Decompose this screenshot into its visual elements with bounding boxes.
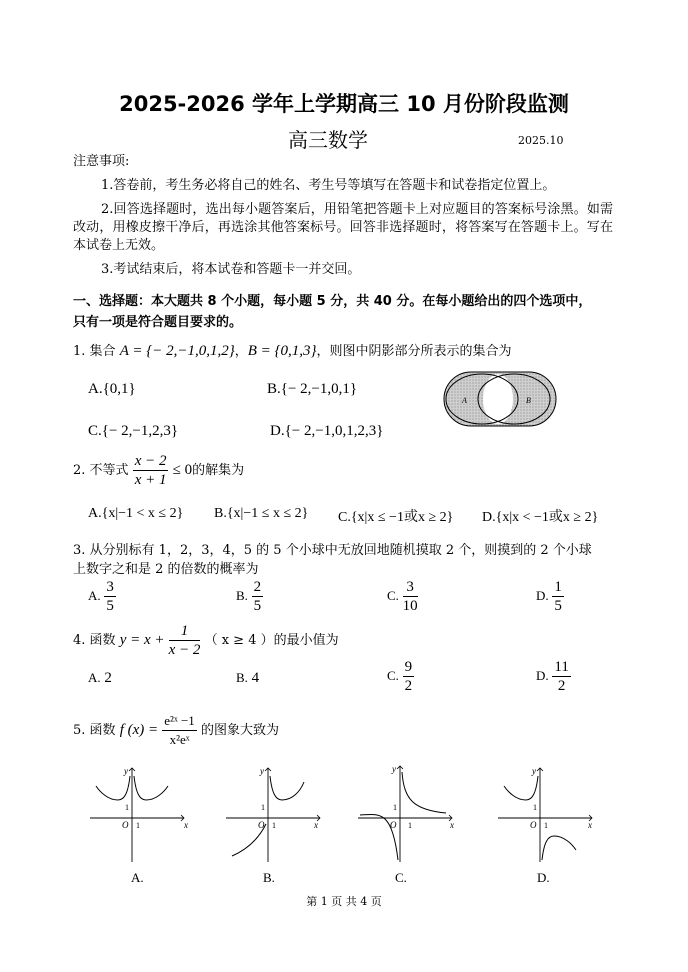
q3-option-b-label: B.: [236, 587, 248, 603]
q3-option-d-frac: [552, 578, 564, 615]
q5-expr: f (x) =: [119, 722, 159, 738]
graph-a-right-curve: [134, 776, 168, 800]
graph-b-tick-y: 1: [261, 803, 265, 812]
q3-line2: 上数字之和是 2 的倍数的概率为: [73, 562, 259, 577]
q2-number: 2.: [73, 463, 86, 478]
q1-set-a: A = {− 2,−1,0,1,2}: [119, 343, 235, 359]
question-1: [73, 340, 512, 360]
q2-fraction: [133, 452, 169, 489]
q3-option-b-frac: [252, 578, 264, 615]
q3-c-num: 3: [403, 578, 418, 597]
q4-option-a[interactable]: [88, 670, 112, 687]
q3-option-d-label: D.: [536, 587, 549, 603]
q4-option-b-label: B.: [236, 670, 248, 685]
graph-b-x-label: x: [314, 820, 318, 830]
graph-c-right-curve: [402, 772, 446, 813]
q4-option-d[interactable]: [536, 658, 571, 695]
q3-option-c[interactable]: [387, 578, 418, 615]
q2-option-b[interactable]: B.{x|−1 ≤ x ≤ 2}: [214, 506, 309, 521]
q4-fraction: [169, 622, 201, 659]
q4-condition: （ x ≥ 4 ）的最小值为: [204, 633, 339, 648]
q1-text-pre: 集合: [89, 344, 116, 359]
q4-option-d-label: D.: [536, 667, 549, 683]
q3-a-num: 3: [106, 579, 114, 595]
q4-c-num: 9: [404, 659, 413, 675]
graph-b-arrows: [265, 768, 320, 821]
q3-a-den: 5: [106, 598, 114, 614]
q5-graph-d[interactable]: [496, 764, 596, 864]
q4-text-pre: 函数: [89, 633, 116, 648]
q3-b-den: 5: [253, 598, 262, 614]
section-heading-line1: 一、选择题：本大题共 8 个小题，每小题 5 分，共 40 分。在每小题给出的四个选项中，: [73, 294, 592, 309]
graph-a-y-label: y: [124, 766, 128, 776]
q4-expr: y = x +: [119, 632, 165, 648]
q3-b-num: 2: [253, 579, 262, 595]
q2-option-d[interactable]: D.{x|x < −1或x ≥ 2}: [482, 510, 599, 525]
q4-option-c[interactable]: [387, 658, 414, 695]
q1-option-a[interactable]: A.{0,1}: [88, 381, 136, 397]
q3-option-d[interactable]: [536, 578, 564, 615]
q5-number: 5.: [73, 723, 86, 738]
venn-diagram: [442, 370, 558, 428]
graph-d-tick-x: 1: [544, 821, 548, 830]
q5-text-post: 的图象大致为: [200, 723, 279, 738]
q3-option-c-label: C.: [387, 587, 399, 603]
graph-b-right-curve: [270, 776, 304, 800]
graph-a-x-label: x: [184, 820, 188, 830]
q5-graph-c[interactable]: [356, 764, 456, 864]
q3-option-a-frac: [104, 578, 116, 615]
q3-option-a[interactable]: [88, 578, 116, 615]
q5-numerator: e²ˣ −1: [162, 712, 197, 731]
exam-title: 2025-2026 学年上学期高三 10 月份阶段监测: [119, 92, 569, 116]
q2-denominator: x + 1: [134, 472, 167, 488]
q1-number: 1.: [73, 344, 86, 359]
q2-relation: ≤ 0: [172, 462, 193, 478]
q2-text-pre: 不等式: [89, 463, 129, 478]
note-1: 1.答卷前，考生务必将自己的姓名、考生号等填写在答题卡和试卷指定位置上。: [101, 178, 556, 193]
q5-graph-d-label: D.: [537, 870, 550, 885]
graph-d-x-label: x: [588, 820, 592, 830]
q1-sep: ，: [234, 344, 248, 359]
graph-d-left-curve: [504, 776, 538, 800]
graph-a-origin: O: [122, 820, 129, 830]
q4-d-den: 2: [557, 678, 566, 694]
graph-b-tick-x: 1: [272, 821, 276, 830]
graph-d-right-curve: [542, 836, 576, 860]
subject-title: 高三数学: [288, 128, 368, 152]
q5-text-pre: 函数: [89, 723, 116, 738]
q5-fraction: [162, 712, 197, 749]
question-5: [73, 712, 279, 749]
q2-option-c[interactable]: C.{x|x ≤ −1或x ≥ 2}: [338, 510, 454, 525]
q5-graph-a-label: A.: [131, 870, 144, 885]
q1-option-d[interactable]: D.{− 2,−1,0,1,2,3}: [270, 423, 384, 439]
graph-b-origin: O: [258, 820, 265, 830]
q4-c-den: 2: [404, 678, 413, 694]
graph-d-y-label: y: [532, 766, 536, 776]
graph-c-tick-x: 1: [408, 821, 412, 830]
q5-graph-b[interactable]: [224, 764, 324, 864]
graph-a-tick-x: 1: [136, 821, 140, 830]
graph-c-origin: O: [390, 820, 397, 830]
venn-label-b: B: [526, 396, 531, 405]
venn-label-a: A: [462, 396, 467, 405]
q4-option-b[interactable]: [236, 670, 259, 687]
q4-option-c-label: C.: [387, 667, 399, 683]
note-3: 3.考试结束后，将本试卷和答题卡一并交回。: [101, 262, 361, 277]
q3-option-c-frac: [403, 578, 418, 615]
q5-denominator: x²eˣ: [169, 732, 190, 747]
q3-line1: 3. 从分别标有 1，2，3，4，5 的 5 个小球中无放回地随机摸取 2 个，则摸到的 2 个小球: [73, 543, 592, 558]
q3-d-num: 1: [554, 579, 562, 595]
graph-d-arrows: [537, 768, 592, 821]
graph-a-arrows: [129, 768, 184, 821]
q2-numerator: x − 2: [134, 453, 167, 469]
question-2: [73, 452, 244, 489]
section-heading-line2: 只有一项是符合题目要求的。: [73, 315, 243, 330]
graph-b-y-label: y: [260, 766, 264, 776]
page-footer: 第 1 页 共 4 页: [306, 895, 382, 908]
q2-text-post: 的解集为: [192, 463, 245, 478]
q1-text-post: ，则图中阴影部分所表示的集合为: [316, 344, 512, 359]
q4-number: 4.: [73, 633, 86, 648]
graph-d-origin: O: [530, 820, 537, 830]
graph-a-left-curve: [96, 776, 130, 800]
q4-denominator: x − 2: [168, 642, 201, 658]
graph-a-tick-y: 1: [125, 803, 129, 812]
q5-graph-c-label: C.: [395, 870, 407, 885]
q3-d-den: 5: [554, 598, 562, 614]
graph-d-tick-y: 1: [533, 803, 537, 812]
q4-option-a-label: A.: [88, 670, 101, 685]
note-2: 2.回答选择题时，选出每小题答案后，用铅笔把答题卡上对应题目的答案标号涂黑。如需改动，用橡皮擦干净后，再选涂其他答案标号。回答非选择题时，将答案写在答题卡上。写在本试卷上无效。: [73, 202, 613, 253]
graph-c-tick-y: 1: [393, 803, 397, 812]
notes-heading: 注意事项:: [73, 154, 130, 169]
q4-option-b-value: 4: [251, 670, 260, 686]
q4-option-a-value: 2: [104, 670, 112, 686]
q1-set-b: B = {0,1,3}: [247, 343, 317, 359]
q1-option-c[interactable]: C.{− 2,−1,2,3}: [88, 423, 179, 439]
q5-graph-b-label: B.: [263, 870, 275, 885]
q5-graph-a[interactable]: [88, 764, 188, 864]
q4-option-d-frac: [552, 658, 570, 695]
q2-option-a[interactable]: A.{x|−1 < x ≤ 2}: [88, 506, 184, 521]
q4-d-num: 11: [554, 659, 569, 675]
exam-date: 2025.10: [518, 134, 564, 147]
graph-c-y-label: y: [392, 764, 396, 774]
q4-option-c-frac: [403, 658, 415, 695]
graph-c-x-label: x: [450, 820, 454, 830]
q3-c-den: 10: [402, 598, 418, 614]
q3-option-a-label: A.: [88, 587, 101, 603]
q4-numerator: 1: [169, 622, 201, 641]
question-4: [73, 622, 339, 659]
q1-option-b[interactable]: B.{− 2,−1,0,1}: [267, 381, 358, 397]
q3-option-b[interactable]: [236, 578, 263, 615]
